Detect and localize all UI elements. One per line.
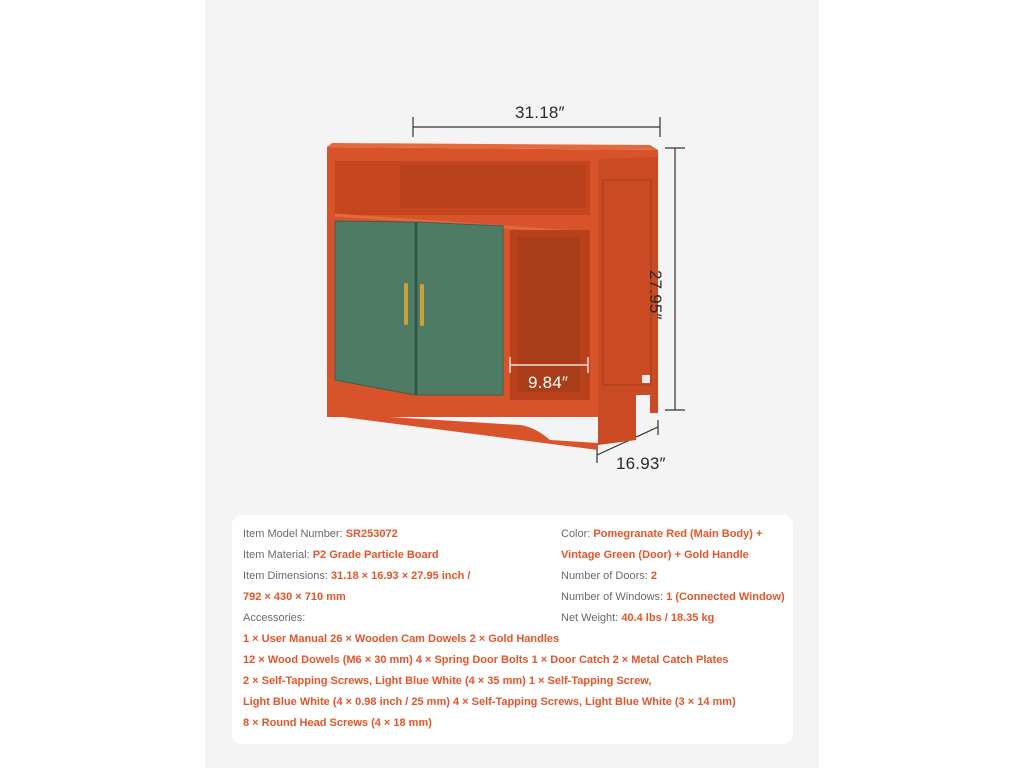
color-label: Color: (561, 528, 591, 540)
doors-label: Number of Doors: (561, 570, 648, 582)
doors-row (561, 569, 657, 583)
dimensions-row (243, 569, 470, 583)
windows-row (561, 590, 785, 604)
accessories-label: Accessories: (243, 612, 306, 624)
windows-label: Number of Windows: (561, 591, 664, 603)
material-label: Item Material: (243, 549, 310, 561)
weight-label: Net Weight: (561, 612, 619, 624)
accessories-line: Light Blue White (4 × 0.98 inch / 25 mm) 4 × Self-Tapping Screws, Light Blue White (3 × 14 mm) (243, 696, 736, 708)
accessories-line: 8 × Round Head Screws (4 × 18 mm) (243, 717, 432, 729)
windows-value: 1 (Connected Window) (666, 591, 785, 603)
cabinet-image (320, 95, 740, 495)
material-row (243, 548, 439, 562)
dimension-height: 27.95″ (646, 270, 665, 320)
model-number-row (243, 527, 398, 541)
color-value-line2: Vintage Green (Door) + Gold Handle (561, 549, 749, 561)
dimensions-label: Item Dimensions: (243, 570, 328, 582)
model-number-label: Item Model Number: (243, 528, 343, 540)
accessories-line: 1 × User Manual 26 × Wooden Cam Dowels 2 × Gold Handles (243, 633, 560, 645)
doors-value: 2 (650, 570, 657, 582)
dimension-opening: 9.84″ (528, 373, 569, 392)
model-number-value: SR253072 (345, 528, 398, 540)
dimensions-value-line1: 31.18 × 16.93 × 27.95 inch / (331, 570, 471, 582)
weight-row (561, 611, 714, 625)
accessories-line: 2 × Self-Tapping Screws, Light Blue White (4 × 35 mm) 1 × Self-Tapping Screw, (243, 675, 652, 687)
color-value-line1: Pomegranate Red (Main Body) + (593, 528, 763, 540)
dimensions-value-line2: 792 × 430 × 710 mm (243, 591, 346, 603)
dimension-width: 31.18″ (515, 103, 565, 122)
weight-value: 40.4 lbs / 18.35 kg (621, 612, 715, 624)
dimension-depth: 16.93″ (616, 454, 666, 473)
color-row (561, 527, 762, 541)
material-value: P2 Grade Particle Board (312, 549, 439, 561)
specifications-card (232, 515, 793, 744)
accessories-line: 12 × Wood Dowels (M6 × 30 mm) 4 × Spring Door Bolts 1 × Door Catch 2 × Metal Catch Plates (243, 654, 729, 666)
